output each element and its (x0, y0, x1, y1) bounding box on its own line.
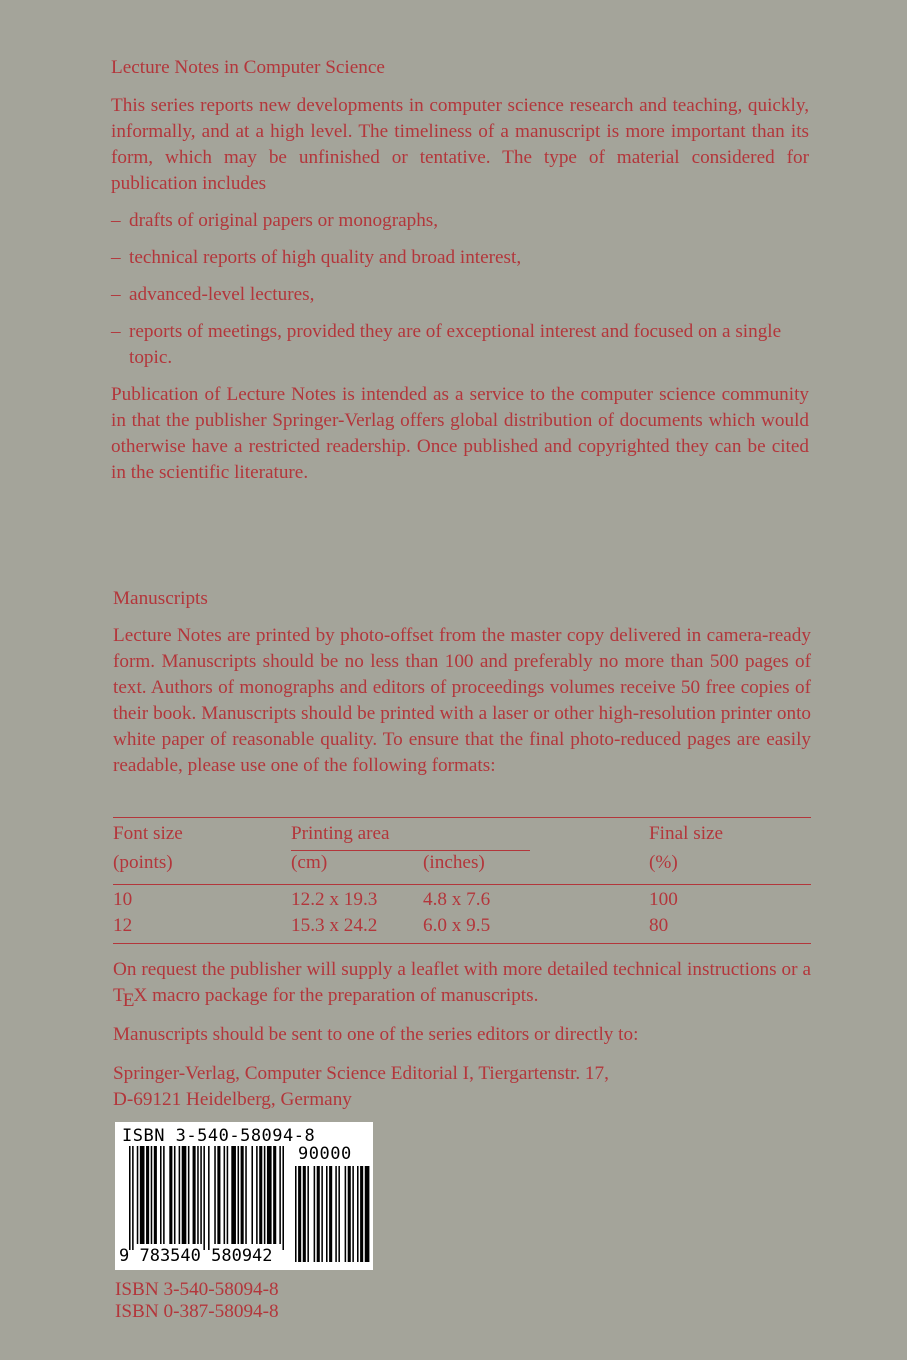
manuscripts-body: Lecture Notes are printed by photo-offset from the master copy delivered in camera-ready form. Manuscripts should be no less than 100 and preferably no more than 500 pages of text. Authors of monographs and editors of proceedings volumes receive 50 free copies of their book. Manuscripts should be printed with a laser or other high-resolution printer onto white paper of reasonable quality. To ensure that the final photo-reduced pages are easily readable, please use one of the following formats: (113, 625, 811, 776)
list-item-text: reports of meetings, provided they are of exceptional interest and focused on a single topic. (129, 321, 782, 368)
cell-final: 80 (649, 915, 669, 936)
address-line-1: Springer-Verlag, Computer Science Editorial I, Tiergartenstr. 17, (113, 1063, 609, 1084)
barcode-bar (251, 1146, 253, 1244)
barcode-addon-bar (365, 1166, 370, 1262)
header-final-size: Final size (649, 823, 724, 844)
list-item-text: technical reports of high quality and broad interest, (129, 247, 522, 268)
cell-font: 10 (113, 889, 133, 910)
barcode-addon-number: 90000 (298, 1144, 352, 1164)
barcode-addon-bar (338, 1166, 340, 1262)
barcode-bar (203, 1146, 205, 1250)
barcode-bar (140, 1146, 145, 1244)
barcode-bar (169, 1146, 172, 1244)
address-line-2: D-69121 Heidelberg, Germany (113, 1089, 352, 1110)
table-header-rule (113, 884, 811, 885)
barcode-ean-number: 9 783540 580942 (119, 1246, 273, 1266)
barcode-bar (214, 1146, 216, 1244)
cell-final: 100 (649, 889, 678, 910)
header-font-unit: (points) (113, 852, 173, 873)
request-text-end: macro package for the preparation of manuscripts. (147, 985, 539, 1006)
manuscripts-section (113, 586, 811, 779)
barcode-bar (241, 1146, 244, 1244)
barcode-bar (227, 1146, 229, 1244)
barcode-addon-bar (307, 1166, 309, 1262)
barcode-bar (137, 1146, 139, 1244)
header-percent: (%) (649, 852, 678, 873)
barcode-bar (200, 1146, 202, 1244)
request-paragraph (113, 957, 811, 1009)
cell-font: 12 (113, 915, 133, 936)
isbn-line-1: ISBN 3-540-58094-8 (115, 1279, 279, 1300)
barcode-bar (282, 1146, 284, 1250)
barcode-bar (267, 1146, 272, 1244)
barcode-bar (264, 1146, 266, 1244)
header-cm: (cm) (291, 852, 328, 873)
send-paragraph: Manuscripts should be sent to one of the series editors or directly to: (113, 1024, 639, 1045)
barcode-bar (208, 1146, 210, 1250)
table-bottom-rule (113, 943, 811, 944)
barcode-bar (129, 1146, 131, 1250)
barcode-isbn-label: ISBN 3-540-58094-8 (122, 1126, 316, 1146)
barcode-bar (273, 1146, 276, 1244)
cell-inches: 4.8 x 7.6 (423, 889, 491, 910)
barcode-bar (231, 1146, 236, 1244)
barcode-bar (146, 1146, 149, 1244)
dash: – (111, 284, 121, 305)
barcode-addon-bar (348, 1166, 351, 1262)
isbn-line-2: ISBN 0-387-58094-8 (115, 1301, 279, 1322)
cell-cm: 15.3 x 24.2 (291, 915, 378, 936)
publication-paragraph: Publication of Lecture Notes is intended as a service to the computer science community in that the publisher Springer-Verlag offers global distribution of documents which would otherwise have a restricted readership. Once published and copyrighted they can be cited in the scientific literature. (111, 384, 809, 483)
instructions-section (113, 957, 811, 1113)
header-printing-area: Printing area (291, 823, 390, 844)
barcode-bar (256, 1146, 258, 1244)
barcode-bar (238, 1146, 240, 1244)
barcode-bar (193, 1146, 196, 1244)
barcode-bar (154, 1146, 157, 1244)
header-inches: (inches) (423, 852, 485, 873)
barcode-bar (151, 1146, 153, 1244)
list-item-text: drafts of original papers or monographs, (129, 210, 439, 231)
tex-logo: TEX (113, 985, 148, 1011)
series-title: Lecture Notes in Computer Science (111, 57, 385, 78)
barcode-addon-bar (295, 1166, 297, 1262)
series-section (111, 55, 809, 486)
barcode-addon-bar (345, 1166, 347, 1262)
barcode-addon-bar (317, 1166, 320, 1262)
barcode (115, 1122, 373, 1270)
dash: – (111, 210, 121, 231)
barcode-bar (259, 1146, 262, 1244)
header-font-size: Font size (113, 823, 183, 844)
barcode-bar (179, 1146, 181, 1244)
table-top-rule (113, 817, 811, 818)
list-item (111, 282, 809, 308)
request-text: On request the publisher will supply a leaflet with more detailed technical instructions or a (113, 959, 811, 980)
barcode-bar (188, 1146, 190, 1244)
list-item (111, 245, 809, 271)
barcode-addon-bar (335, 1166, 337, 1262)
barcode-addon-bar (314, 1166, 316, 1262)
list-item (111, 319, 809, 371)
barcode-addon-bar (298, 1166, 301, 1262)
cell-inches: 6.0 x 9.5 (423, 915, 491, 936)
barcode-addon-bar (326, 1166, 328, 1262)
barcode-bar (160, 1146, 162, 1244)
list-item (111, 208, 809, 234)
barcode-bar (174, 1146, 176, 1244)
barcode-bar (279, 1146, 281, 1244)
barcode-bar (217, 1146, 220, 1244)
barcode-bar (197, 1146, 199, 1244)
barcode-addon-bar (360, 1166, 363, 1262)
manuscripts-title: Manuscripts (113, 588, 208, 609)
barcode-bar (224, 1146, 226, 1244)
dash: – (111, 247, 121, 268)
barcode-addon-bar (352, 1166, 354, 1262)
dash: – (111, 321, 121, 342)
cell-cm: 12.2 x 19.3 (291, 889, 378, 910)
barcode-bar (132, 1146, 134, 1250)
barcode-bar (245, 1146, 247, 1244)
barcode-addon-bar (357, 1166, 359, 1262)
barcode-bar (163, 1146, 165, 1244)
barcode-addon-bar (303, 1166, 306, 1262)
barcode-addon-bar (329, 1166, 332, 1262)
list-item-text: advanced-level lectures, (129, 284, 315, 305)
series-intro: This series reports new developments in computer science research and teaching, quickly, informally, and at a high level. The timeliness of a manuscript is more important than its form, which may be unfinished or tentative. The type of material considered for publication includes (111, 95, 809, 194)
barcode-addon-bar (321, 1166, 323, 1262)
barcode-bar (182, 1146, 187, 1244)
